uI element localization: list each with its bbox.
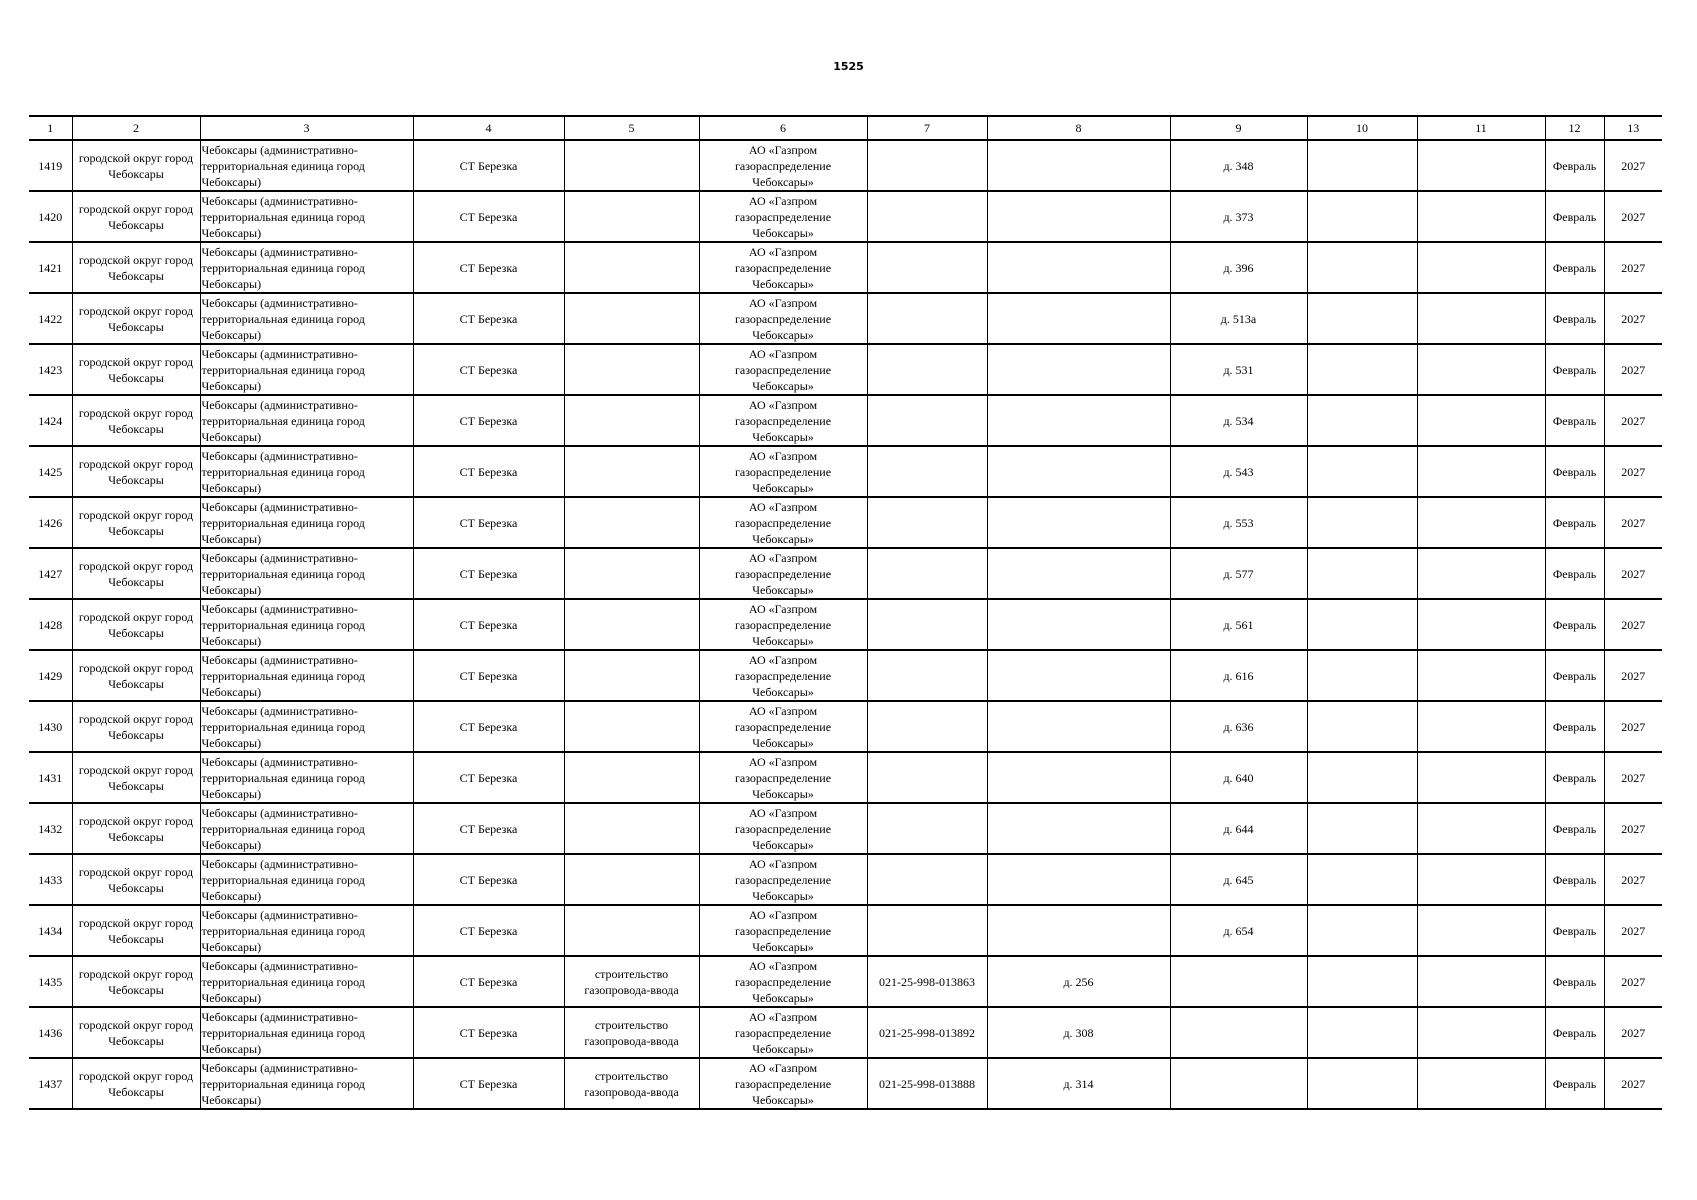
table-row: [29, 1058, 1662, 1109]
table-row: [29, 1007, 1662, 1058]
month-cell: Февраль: [1545, 140, 1604, 191]
work-type-cell: [564, 803, 699, 854]
row-number-cell: 1431: [29, 752, 72, 803]
address-cell: [987, 191, 1170, 242]
house-cell: д. 654: [1170, 905, 1307, 956]
year-cell: 2027: [1604, 701, 1662, 752]
table-row: [29, 752, 1662, 803]
row-number-cell: 1423: [29, 344, 72, 395]
municipality-cell: городской округ город Чебоксары: [72, 803, 200, 854]
table-row: [29, 956, 1662, 1007]
empty-cell-11: [1417, 191, 1545, 242]
row-number-cell: 1434: [29, 905, 72, 956]
house-cell: д. 644: [1170, 803, 1307, 854]
row-number-cell: 1422: [29, 293, 72, 344]
empty-cell-10: [1307, 395, 1417, 446]
address-cell: [987, 650, 1170, 701]
row-number-cell: 1419: [29, 140, 72, 191]
empty-cell-10: [1307, 293, 1417, 344]
work-type-cell: [564, 548, 699, 599]
row-number-cell: 1432: [29, 803, 72, 854]
street-cell: СТ Березка: [413, 701, 564, 752]
column-header: 13: [1604, 116, 1662, 140]
month-cell: Февраль: [1545, 905, 1604, 956]
year-cell: 2027: [1604, 1058, 1662, 1109]
contract-number-cell: [867, 752, 987, 803]
year-cell: 2027: [1604, 140, 1662, 191]
address-cell: [987, 242, 1170, 293]
house-cell: [1170, 956, 1307, 1007]
contract-number-cell: [867, 344, 987, 395]
address-cell: [987, 752, 1170, 803]
month-cell: Февраль: [1545, 293, 1604, 344]
organization-cell: АО «Газпром газораспределение Чебоксары»: [699, 140, 867, 191]
row-number-cell: 1424: [29, 395, 72, 446]
work-type-cell: [564, 191, 699, 242]
row-number-cell: 1427: [29, 548, 72, 599]
organization-cell: АО «Газпром газораспределение Чебоксары»: [699, 752, 867, 803]
house-cell: д. 513а: [1170, 293, 1307, 344]
settlement-cell: Чебоксары (административно- территориальная единица город Чебоксары): [200, 344, 413, 395]
municipality-cell: городской округ город Чебоксары: [72, 1058, 200, 1109]
work-type-cell: [564, 293, 699, 344]
empty-cell-10: [1307, 701, 1417, 752]
year-cell: 2027: [1604, 242, 1662, 293]
month-cell: Февраль: [1545, 497, 1604, 548]
year-cell: 2027: [1604, 395, 1662, 446]
month-cell: Февраль: [1545, 395, 1604, 446]
address-cell: [987, 701, 1170, 752]
organization-cell: АО «Газпром газораспределение Чебоксары»: [699, 650, 867, 701]
contract-number-cell: [867, 242, 987, 293]
contract-number-cell: [867, 293, 987, 344]
column-header: 11: [1417, 116, 1545, 140]
settlement-cell: Чебоксары (административно- территориальная единица город Чебоксары): [200, 905, 413, 956]
empty-cell-11: [1417, 650, 1545, 701]
column-header: 1: [29, 116, 72, 140]
work-type-cell: [564, 140, 699, 191]
municipality-cell: городской округ город Чебоксары: [72, 395, 200, 446]
house-cell: д. 640: [1170, 752, 1307, 803]
year-cell: 2027: [1604, 650, 1662, 701]
month-cell: Февраль: [1545, 803, 1604, 854]
work-type-cell: [564, 344, 699, 395]
municipality-cell: городской округ город Чебоксары: [72, 242, 200, 293]
empty-cell-11: [1417, 497, 1545, 548]
row-number-cell: 1425: [29, 446, 72, 497]
house-cell: д. 373: [1170, 191, 1307, 242]
settlement-cell: Чебоксары (административно- территориальная единица город Чебоксары): [200, 701, 413, 752]
municipality-cell: городской округ город Чебоксары: [72, 854, 200, 905]
empty-cell-11: [1417, 446, 1545, 497]
organization-cell: АО «Газпром газораспределение Чебоксары»: [699, 395, 867, 446]
work-type-cell: [564, 854, 699, 905]
settlement-cell: Чебоксары (административно- территориальная единица город Чебоксары): [200, 140, 413, 191]
address-cell: [987, 905, 1170, 956]
empty-cell-10: [1307, 242, 1417, 293]
month-cell: Февраль: [1545, 854, 1604, 905]
row-number-cell: 1430: [29, 701, 72, 752]
year-cell: 2027: [1604, 1007, 1662, 1058]
settlement-cell: Чебоксары (административно- территориальная единица город Чебоксары): [200, 854, 413, 905]
contract-number-cell: [867, 650, 987, 701]
empty-cell-10: [1307, 650, 1417, 701]
column-header: 5: [564, 116, 699, 140]
table-row: [29, 242, 1662, 293]
house-cell: д. 531: [1170, 344, 1307, 395]
empty-cell-11: [1417, 701, 1545, 752]
column-header: 3: [200, 116, 413, 140]
address-cell: [987, 344, 1170, 395]
settlement-cell: Чебоксары (административно- территориальная единица город Чебоксары): [200, 956, 413, 1007]
empty-cell-11: [1417, 752, 1545, 803]
year-cell: 2027: [1604, 497, 1662, 548]
empty-cell-11: [1417, 1058, 1545, 1109]
month-cell: Февраль: [1545, 650, 1604, 701]
settlement-cell: Чебоксары (административно- территориальная единица город Чебоксары): [200, 803, 413, 854]
contract-number-cell: 021-25-998-013892: [867, 1007, 987, 1058]
municipality-cell: городской округ город Чебоксары: [72, 497, 200, 548]
organization-cell: АО «Газпром газораспределение Чебоксары»: [699, 854, 867, 905]
address-cell: д. 256: [987, 956, 1170, 1007]
empty-cell-10: [1307, 1007, 1417, 1058]
year-cell: 2027: [1604, 548, 1662, 599]
year-cell: 2027: [1604, 803, 1662, 854]
work-type-cell: [564, 701, 699, 752]
year-cell: 2027: [1604, 854, 1662, 905]
empty-cell-10: [1307, 599, 1417, 650]
settlement-cell: Чебоксары (административно- территориальная единица город Чебоксары): [200, 242, 413, 293]
work-type-cell: [564, 752, 699, 803]
month-cell: Февраль: [1545, 191, 1604, 242]
settlement-cell: Чебоксары (административно- территориальная единица город Чебоксары): [200, 191, 413, 242]
empty-cell-10: [1307, 548, 1417, 599]
street-cell: СТ Березка: [413, 854, 564, 905]
table-row: [29, 701, 1662, 752]
row-number-cell: 1433: [29, 854, 72, 905]
contract-number-cell: [867, 140, 987, 191]
empty-cell-11: [1417, 1007, 1545, 1058]
settlement-cell: Чебоксары (административно- территориальная единица город Чебоксары): [200, 293, 413, 344]
column-header: 6: [699, 116, 867, 140]
month-cell: Февраль: [1545, 752, 1604, 803]
municipality-cell: городской округ город Чебоксары: [72, 650, 200, 701]
organization-cell: АО «Газпром газораспределение Чебоксары»: [699, 497, 867, 548]
municipality-cell: городской округ город Чебоксары: [72, 752, 200, 803]
municipality-cell: городской округ город Чебоксары: [72, 446, 200, 497]
house-cell: д. 616: [1170, 650, 1307, 701]
contract-number-cell: [867, 803, 987, 854]
empty-cell-11: [1417, 956, 1545, 1007]
contract-number-cell: 021-25-998-013888: [867, 1058, 987, 1109]
table-body: [29, 140, 1662, 1109]
address-cell: д. 308: [987, 1007, 1170, 1058]
street-cell: СТ Березка: [413, 395, 564, 446]
organization-cell: АО «Газпром газораспределение Чебоксары»: [699, 293, 867, 344]
data-table: [29, 115, 1662, 1110]
table-row: [29, 599, 1662, 650]
street-cell: СТ Березка: [413, 497, 564, 548]
organization-cell: АО «Газпром газораспределение Чебоксары»: [699, 956, 867, 1007]
address-cell: [987, 140, 1170, 191]
address-cell: [987, 446, 1170, 497]
empty-cell-11: [1417, 548, 1545, 599]
contract-number-cell: [867, 854, 987, 905]
municipality-cell: городской округ город Чебоксары: [72, 599, 200, 650]
street-cell: СТ Березка: [413, 191, 564, 242]
work-type-cell: [564, 905, 699, 956]
contract-number-cell: [867, 905, 987, 956]
year-cell: 2027: [1604, 446, 1662, 497]
work-type-cell: [564, 395, 699, 446]
row-number-cell: 1436: [29, 1007, 72, 1058]
organization-cell: АО «Газпром газораспределение Чебоксары»: [699, 803, 867, 854]
house-cell: д. 577: [1170, 548, 1307, 599]
contract-number-cell: [867, 191, 987, 242]
address-cell: [987, 803, 1170, 854]
street-cell: СТ Березка: [413, 242, 564, 293]
organization-cell: АО «Газпром газораспределение Чебоксары»: [699, 344, 867, 395]
year-cell: 2027: [1604, 191, 1662, 242]
column-header: 7: [867, 116, 987, 140]
street-cell: СТ Березка: [413, 548, 564, 599]
month-cell: Февраль: [1545, 548, 1604, 599]
address-cell: [987, 395, 1170, 446]
empty-cell-10: [1307, 905, 1417, 956]
table-row: [29, 191, 1662, 242]
house-cell: д. 636: [1170, 701, 1307, 752]
settlement-cell: Чебоксары (административно- территориальная единица город Чебоксары): [200, 548, 413, 599]
table-row: [29, 293, 1662, 344]
street-cell: СТ Березка: [413, 905, 564, 956]
empty-cell-11: [1417, 293, 1545, 344]
municipality-cell: городской округ город Чебоксары: [72, 905, 200, 956]
address-cell: [987, 854, 1170, 905]
month-cell: Февраль: [1545, 1007, 1604, 1058]
work-type-cell: строительство газопровода-ввода: [564, 956, 699, 1007]
organization-cell: АО «Газпром газораспределение Чебоксары»: [699, 599, 867, 650]
street-cell: СТ Березка: [413, 956, 564, 1007]
empty-cell-10: [1307, 191, 1417, 242]
empty-cell-11: [1417, 140, 1545, 191]
row-number-cell: 1428: [29, 599, 72, 650]
address-cell: [987, 293, 1170, 344]
street-cell: СТ Березка: [413, 752, 564, 803]
organization-cell: АО «Газпром газораспределение Чебоксары»: [699, 242, 867, 293]
municipality-cell: городской округ город Чебоксары: [72, 701, 200, 752]
year-cell: 2027: [1604, 293, 1662, 344]
address-cell: [987, 599, 1170, 650]
municipality-cell: городской округ город Чебоксары: [72, 191, 200, 242]
month-cell: Февраль: [1545, 599, 1604, 650]
street-cell: СТ Березка: [413, 446, 564, 497]
month-cell: Февраль: [1545, 446, 1604, 497]
house-cell: д. 553: [1170, 497, 1307, 548]
month-cell: Февраль: [1545, 1058, 1604, 1109]
settlement-cell: Чебоксары (административно- территориальная единица город Чебоксары): [200, 650, 413, 701]
street-cell: СТ Березка: [413, 344, 564, 395]
header-row: [29, 116, 1662, 140]
house-cell: д. 396: [1170, 242, 1307, 293]
empty-cell-10: [1307, 854, 1417, 905]
month-cell: Февраль: [1545, 956, 1604, 1007]
settlement-cell: Чебоксары (административно- территориальная единица город Чебоксары): [200, 1007, 413, 1058]
contract-number-cell: 021-25-998-013863: [867, 956, 987, 1007]
table-row: [29, 905, 1662, 956]
month-cell: Февраль: [1545, 344, 1604, 395]
month-cell: Февраль: [1545, 242, 1604, 293]
house-cell: д. 561: [1170, 599, 1307, 650]
column-header: 10: [1307, 116, 1417, 140]
settlement-cell: Чебоксары (административно- территориальная единица город Чебоксары): [200, 1058, 413, 1109]
work-type-cell: [564, 497, 699, 548]
empty-cell-10: [1307, 956, 1417, 1007]
column-header: 12: [1545, 116, 1604, 140]
empty-cell-11: [1417, 803, 1545, 854]
empty-cell-10: [1307, 752, 1417, 803]
empty-cell-10: [1307, 446, 1417, 497]
house-cell: д. 645: [1170, 854, 1307, 905]
empty-cell-10: [1307, 140, 1417, 191]
empty-cell-10: [1307, 803, 1417, 854]
table-row: [29, 497, 1662, 548]
municipality-cell: городской округ город Чебоксары: [72, 1007, 200, 1058]
house-cell: [1170, 1007, 1307, 1058]
column-header: 4: [413, 116, 564, 140]
house-cell: д. 534: [1170, 395, 1307, 446]
street-cell: СТ Березка: [413, 140, 564, 191]
street-cell: СТ Березка: [413, 293, 564, 344]
organization-cell: АО «Газпром газораспределение Чебоксары»: [699, 446, 867, 497]
year-cell: 2027: [1604, 905, 1662, 956]
street-cell: СТ Березка: [413, 803, 564, 854]
table-row: [29, 548, 1662, 599]
table-row: [29, 803, 1662, 854]
contract-number-cell: [867, 446, 987, 497]
contract-number-cell: [867, 548, 987, 599]
house-cell: д. 348: [1170, 140, 1307, 191]
settlement-cell: Чебоксары (административно- территориальная единица город Чебоксары): [200, 599, 413, 650]
work-type-cell: [564, 446, 699, 497]
year-cell: 2027: [1604, 599, 1662, 650]
municipality-cell: городской округ город Чебоксары: [72, 956, 200, 1007]
row-number-cell: 1421: [29, 242, 72, 293]
organization-cell: АО «Газпром газораспределение Чебоксары»: [699, 905, 867, 956]
house-cell: [1170, 1058, 1307, 1109]
table-row: [29, 854, 1662, 905]
municipality-cell: городской округ город Чебоксары: [72, 140, 200, 191]
organization-cell: АО «Газпром газораспределение Чебоксары»: [699, 1058, 867, 1109]
row-number-cell: 1426: [29, 497, 72, 548]
empty-cell-10: [1307, 344, 1417, 395]
empty-cell-11: [1417, 242, 1545, 293]
organization-cell: АО «Газпром газораспределение Чебоксары»: [699, 191, 867, 242]
work-type-cell: [564, 599, 699, 650]
table-row: [29, 446, 1662, 497]
contract-number-cell: [867, 497, 987, 548]
address-cell: [987, 548, 1170, 599]
column-header: 9: [1170, 116, 1307, 140]
address-cell: д. 314: [987, 1058, 1170, 1109]
address-cell: [987, 497, 1170, 548]
year-cell: 2027: [1604, 344, 1662, 395]
row-number-cell: 1420: [29, 191, 72, 242]
year-cell: 2027: [1604, 956, 1662, 1007]
work-type-cell: [564, 242, 699, 293]
column-header: 2: [72, 116, 200, 140]
municipality-cell: городской округ город Чебоксары: [72, 344, 200, 395]
column-header: 8: [987, 116, 1170, 140]
organization-cell: АО «Газпром газораспределение Чебоксары»: [699, 701, 867, 752]
organization-cell: АО «Газпром газораспределение Чебоксары»: [699, 1007, 867, 1058]
row-number-cell: 1437: [29, 1058, 72, 1109]
street-cell: СТ Березка: [413, 1007, 564, 1058]
empty-cell-10: [1307, 497, 1417, 548]
month-cell: Февраль: [1545, 701, 1604, 752]
empty-cell-11: [1417, 344, 1545, 395]
contract-number-cell: [867, 395, 987, 446]
settlement-cell: Чебоксары (административно- территориальная единица город Чебоксары): [200, 752, 413, 803]
empty-cell-11: [1417, 599, 1545, 650]
row-number-cell: 1429: [29, 650, 72, 701]
empty-cell-11: [1417, 905, 1545, 956]
empty-cell-11: [1417, 854, 1545, 905]
settlement-cell: Чебоксары (административно- территориальная единица город Чебоксары): [200, 395, 413, 446]
street-cell: СТ Березка: [413, 1058, 564, 1109]
organization-cell: АО «Газпром газораспределение Чебоксары»: [699, 548, 867, 599]
work-type-cell: строительство газопровода-ввода: [564, 1007, 699, 1058]
table-row: [29, 650, 1662, 701]
municipality-cell: городской округ город Чебоксары: [72, 293, 200, 344]
work-type-cell: [564, 650, 699, 701]
table-row: [29, 395, 1662, 446]
table-row: [29, 140, 1662, 191]
work-type-cell: строительство газопровода-ввода: [564, 1058, 699, 1109]
contract-number-cell: [867, 599, 987, 650]
street-cell: СТ Березка: [413, 599, 564, 650]
year-cell: 2027: [1604, 752, 1662, 803]
row-number-cell: 1435: [29, 956, 72, 1007]
house-cell: д. 543: [1170, 446, 1307, 497]
settlement-cell: Чебоксары (административно- территориальная единица город Чебоксары): [200, 446, 413, 497]
municipality-cell: городской округ город Чебоксары: [72, 548, 200, 599]
page-number: 1525: [833, 60, 864, 73]
street-cell: СТ Березка: [413, 650, 564, 701]
table-row: [29, 344, 1662, 395]
empty-cell-11: [1417, 395, 1545, 446]
settlement-cell: Чебоксары (административно- территориальная единица город Чебоксары): [200, 497, 413, 548]
contract-number-cell: [867, 701, 987, 752]
empty-cell-10: [1307, 1058, 1417, 1109]
